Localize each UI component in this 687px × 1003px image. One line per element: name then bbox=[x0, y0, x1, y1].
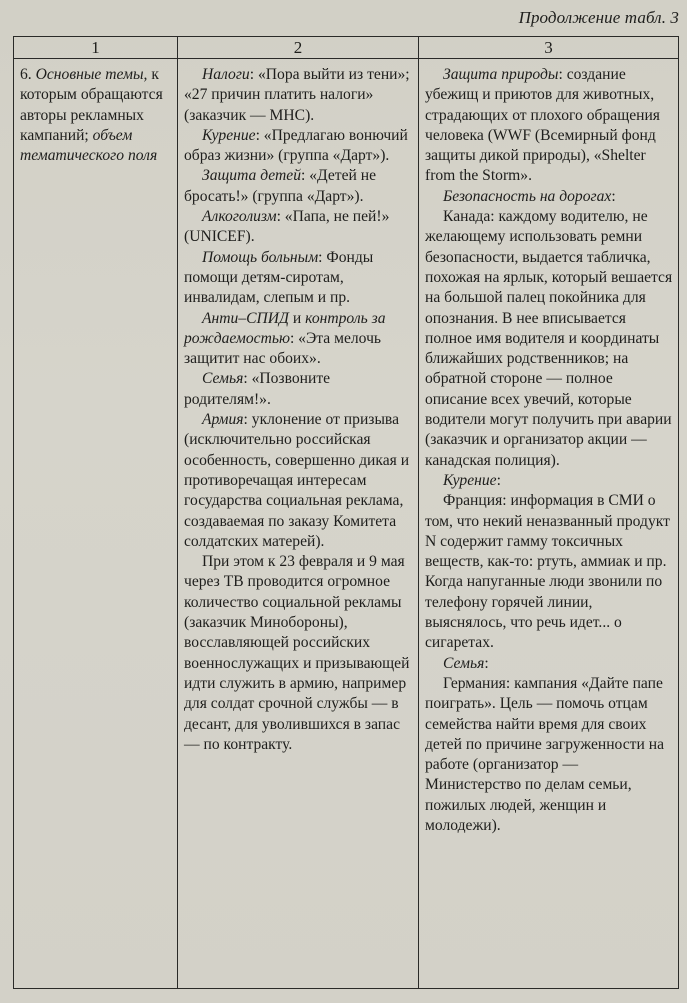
entry-text: : «Папа, не пей!» (UNICEF). bbox=[184, 208, 390, 246]
continuation-label: Продолжение табл. 3 bbox=[518, 8, 679, 27]
entry-text: : «Пора выйти из тени»; «27 причин платить налоги» (заказчик — МНС). bbox=[184, 66, 410, 124]
entry-text: : уклонение от призыва (исключительно российская особенность, совершенно дикая и противоречащая интересам государства социальная реклама, создаваемая по заказу Комитета солдатских матерей). bbox=[184, 411, 410, 550]
entry-army bbox=[184, 410, 413, 552]
entry-label: Помощь больным bbox=[202, 248, 319, 266]
entry-smoking-heading bbox=[425, 471, 673, 491]
entry-roads: Канада: каждому водителю, не желающему использовать ремни безопасности, выдается табличка, похожая на ярлык, который вешается на большой палец покойника для опознания. В нее вписывается полное имя водителя и координаты ближайших родственников; на обратной стороне — полное описание всех увечий, которые водители могут получить при аварии (заказчик и организатор акции — канадская полиция). bbox=[425, 208, 673, 469]
entry-colon: : bbox=[484, 654, 489, 672]
field-label: объем тематического поля bbox=[20, 126, 158, 165]
entry-aids bbox=[184, 309, 413, 370]
entry-taxes bbox=[184, 65, 413, 126]
entry-family-heading bbox=[425, 654, 673, 674]
entry-label: Безопасность на дорогах bbox=[443, 187, 612, 205]
entry-text: : «Детей не бросать!» (группа «Дарт»). bbox=[184, 167, 377, 205]
table-header-row bbox=[14, 37, 679, 59]
entry-label: Армия bbox=[202, 411, 244, 429]
entry-sick bbox=[184, 248, 413, 309]
entry-text: : создание убежищ и приютов для животных, страдающих от плохого обращения человека (WWF (Всемирный фонд защиты дикой природы), «Shelter from the Storm». bbox=[425, 66, 660, 185]
entry-smoking bbox=[184, 126, 413, 167]
entry-family bbox=[184, 369, 413, 410]
entry-colon: : bbox=[496, 471, 501, 489]
header-col-1: 1 bbox=[14, 37, 178, 59]
topic-text: к которым обращаются авторы рекламных кампаний; bbox=[20, 66, 163, 144]
entry-text: : Фонды помощи детям-сиротам, инвалидам, слепым и пр. bbox=[184, 248, 374, 307]
entry-children bbox=[184, 166, 413, 207]
entry-nature bbox=[425, 65, 673, 187]
row-number: 6. bbox=[20, 66, 32, 83]
topics-table bbox=[13, 36, 679, 989]
entry-text: : «Эта мелочь защитит нас обоих». bbox=[184, 329, 382, 368]
entry-conjunction: и bbox=[288, 309, 306, 327]
entry-label: Защита природы bbox=[443, 66, 559, 83]
entry-label: Анти–СПИД bbox=[202, 309, 289, 327]
entry-army-continued: При этом к 23 февраля и 9 мая через ТВ проводится огромное количество социальной рекламы (заказчик Минобороны), восславляющей российских военнослужащих и призывающей идти служить в армию, например для солдат срочной службы — в десант, для уволившихся в запас — по контракту. bbox=[184, 553, 410, 753]
entry-label: Семья bbox=[202, 370, 244, 388]
cell-foreign-examples bbox=[419, 59, 679, 989]
entry-roads-heading bbox=[425, 187, 673, 207]
entry-alcohol bbox=[184, 207, 413, 248]
entry-label: контроль за рождаемостью bbox=[184, 309, 386, 347]
entry-label: Защита детей bbox=[202, 167, 302, 185]
entry-label: Налоги bbox=[202, 66, 250, 83]
entry-label: Курение bbox=[443, 471, 497, 489]
cell-domestic-examples bbox=[178, 59, 419, 989]
table-row bbox=[14, 59, 679, 989]
entry-colon: : bbox=[611, 187, 616, 205]
header-col-2: 2 bbox=[178, 37, 419, 59]
entry-label: Курение bbox=[202, 126, 256, 144]
cell-topic bbox=[14, 59, 178, 989]
entry-family: Германия: кампания «Дайте папе поиграть». Цель — помочь отцам семейства найти время для своих детей по причине загруженности на работе (организатор — Министерство по делам семьи, пожилых людей, женщин и молодежи). bbox=[425, 674, 664, 834]
entry-smoking: Франция: информация в СМИ о том, что некий неназванный продукт N содержит гамму токсичных веществ, как-то: ртуть, аммиак и пр. Когда напуганные люди звонили по телефону горячей линии, выяснялось, что речь идет... о сигаретах. bbox=[425, 492, 670, 652]
entry-text: : «Предлагаю вонючий образ жизни» (группа «Дарт»). bbox=[184, 126, 408, 165]
entry-label: Семья bbox=[443, 654, 485, 672]
entry-text: : «Позвоните родителям!». bbox=[184, 370, 331, 408]
entry-label: Алкоголизм bbox=[202, 208, 277, 226]
topic-label: Основные темы, bbox=[35, 66, 148, 83]
header-col-3: 3 bbox=[419, 37, 679, 59]
